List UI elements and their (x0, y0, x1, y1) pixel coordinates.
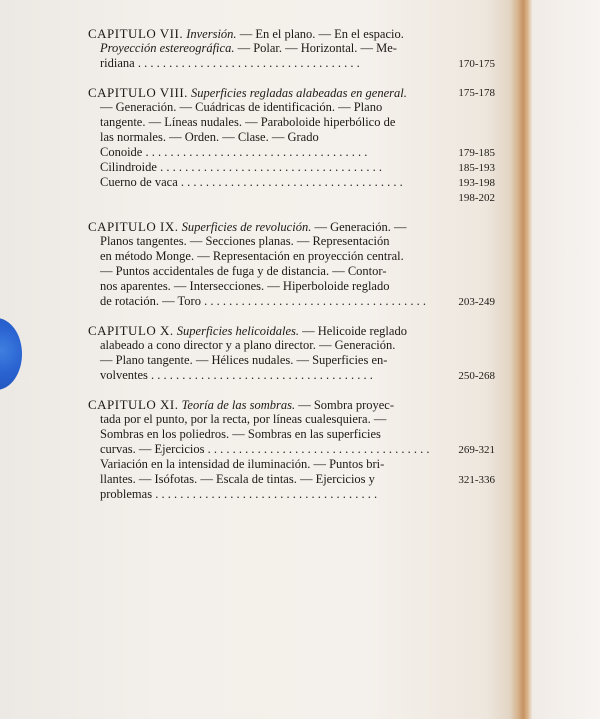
toc-line-text (100, 457, 384, 471)
toc-line-text (100, 279, 389, 293)
page-range: 269-321 (458, 444, 495, 456)
leader-dots (148, 368, 373, 382)
page-range: 170-175 (458, 58, 495, 70)
chapter-label: CAPITULO IX. (88, 219, 179, 234)
topic-text: Cilindroide (100, 160, 157, 174)
topic-text: — Plano tangente. — Hélices nudales. — Superficies en- (100, 353, 388, 367)
leader-dots (201, 294, 426, 308)
topic-text: — Helicoide reglado (299, 324, 407, 338)
page-range: 250-268 (458, 370, 495, 382)
chapter-entry (88, 85, 495, 205)
toc-line-text (100, 100, 382, 114)
topic-text: Conoide (100, 145, 143, 159)
toc-line-text (88, 220, 406, 234)
topic-text: curvas. — Ejercicios (100, 442, 205, 456)
toc-line-text (100, 487, 152, 501)
toc-line (88, 294, 495, 309)
topic-text: en método Monge. — Representación en proyección central. (100, 249, 404, 263)
topic-text: Sombras en los poliedros. — Sombras en las superficies (100, 427, 381, 441)
toc-line-text (100, 234, 390, 248)
topic-text: — Generación. — Cuádricas de identificación. — Plano (100, 100, 383, 114)
topic-text: Variación en la intensidad de iluminación. — Puntos bri- (100, 457, 385, 471)
toc-line-text (100, 130, 319, 144)
toc-line-text (88, 86, 407, 100)
chapter-label: CAPITULO VIII. (88, 85, 188, 100)
leader-dots (152, 487, 377, 501)
toc-line (88, 472, 495, 487)
toc-line (88, 353, 488, 368)
toc-line (88, 397, 488, 412)
toc-line (88, 457, 488, 472)
leader-dots (157, 160, 382, 174)
toc-line (88, 487, 488, 502)
toc-line (88, 442, 495, 457)
toc-line (88, 160, 495, 175)
toc-line (88, 145, 495, 160)
toc-line (88, 234, 488, 249)
topic-text: las normales. — Orden. — Clase. — Grado (100, 130, 319, 144)
chapter-title: Superficies regladas alabeadas en general. (191, 86, 407, 100)
toc-line (88, 264, 488, 279)
toc-line-text (88, 398, 394, 412)
chapter-title: Superficies helicoidales. (176, 324, 299, 338)
chapter-entry (88, 219, 495, 309)
topic-text: — Polar. — Horizontal. — Me- (234, 41, 397, 55)
topic-text: Planos tangentes. — Secciones planas. — Representación (100, 234, 390, 248)
leader-dots (178, 175, 403, 189)
topic-text: volventes (100, 368, 148, 382)
page-edge (510, 0, 532, 719)
toc-line (88, 26, 488, 41)
page-range: 321-336 (458, 474, 495, 486)
toc-line-text (100, 56, 135, 70)
chapter-entry (88, 26, 495, 71)
chapter-title: Inversión. (186, 27, 237, 41)
topic-text: nos aparentes. — Intersecciones. — Hiperboloide reglado (100, 279, 390, 293)
leader-dots (204, 442, 429, 456)
chapter-label: CAPITULO VII. (88, 26, 184, 41)
toc-line-text (100, 442, 204, 456)
toc-line (88, 190, 495, 205)
page-range: 198-202 (458, 192, 495, 204)
next-page (532, 0, 600, 719)
toc-line (88, 56, 495, 71)
toc-line-text (100, 41, 397, 55)
topic-text: tangente. — Líneas nudales. — Paraboloide hiperbólico de (100, 115, 396, 129)
chapter-title: Teoría de las sombras. (181, 398, 296, 412)
leader-dots (142, 145, 367, 159)
topic-italic: Proyección estereográfica. (100, 41, 235, 55)
toc-line-text (100, 175, 178, 189)
table-of-contents (88, 26, 495, 516)
topic-text: problemas (100, 487, 153, 501)
toc-line-text (100, 145, 142, 159)
toc-line-text (100, 368, 148, 382)
toc-line (88, 427, 488, 442)
toc-line-text (88, 27, 404, 41)
page-range: 203-249 (458, 296, 495, 308)
toc-line (88, 323, 488, 338)
toc-line (88, 130, 488, 145)
topic-text: — Generación. — (311, 220, 407, 234)
toc-line (88, 41, 488, 56)
toc-line-text (100, 472, 375, 486)
topic-text: — Sombra proyec- (295, 398, 395, 412)
page-range: 175-178 (458, 87, 495, 99)
toc-line (88, 279, 488, 294)
topic-text: alabeado a cono director y a plano director. — Generación. (100, 338, 396, 352)
chapter-title: Superficies de revolución. (181, 220, 312, 234)
toc-line (88, 175, 495, 190)
topic-text: llantes. — Isófotas. — Escala de tintas. — Ejercicios y (100, 472, 375, 486)
toc-line (88, 85, 495, 100)
page-range: 179-185 (458, 147, 495, 159)
toc-line (88, 412, 488, 427)
toc-line (88, 219, 488, 234)
chapter-entry (88, 323, 495, 383)
toc-line-text (100, 249, 404, 263)
toc-line-text (100, 160, 157, 174)
toc-line-text (100, 294, 201, 308)
page-range: 193-198 (458, 177, 495, 189)
toc-line-text (100, 338, 395, 352)
toc-line (88, 115, 488, 130)
toc-line-text (100, 412, 386, 426)
toc-line (88, 100, 488, 115)
toc-line-text (100, 353, 387, 367)
page-range: 185-193 (458, 162, 495, 174)
chapter-entry (88, 397, 495, 502)
chapter-label: CAPITULO X. (88, 323, 174, 338)
topic-text: de rotación. — Toro (100, 294, 201, 308)
topic-text: Cuerno de vaca (100, 175, 178, 189)
toc-line-text (88, 324, 407, 338)
topic-text: tada por el punto, por la recta, por líneas cualesquiera. — (100, 412, 387, 426)
topic-text: ridiana (100, 56, 135, 70)
toc-line-text (100, 115, 395, 129)
toc-line (88, 249, 488, 264)
toc-line (88, 368, 495, 383)
topic-text: — Puntos accidentales de fuga y de distancia. — Contor- (100, 264, 387, 278)
topic-text: — En el plano. — En el espacio. (236, 27, 404, 41)
toc-line (88, 338, 488, 353)
leader-dots (135, 56, 360, 70)
toc-line-text (100, 264, 386, 278)
toc-line-text (100, 427, 381, 441)
chapter-label: CAPITULO XI. (88, 397, 179, 412)
